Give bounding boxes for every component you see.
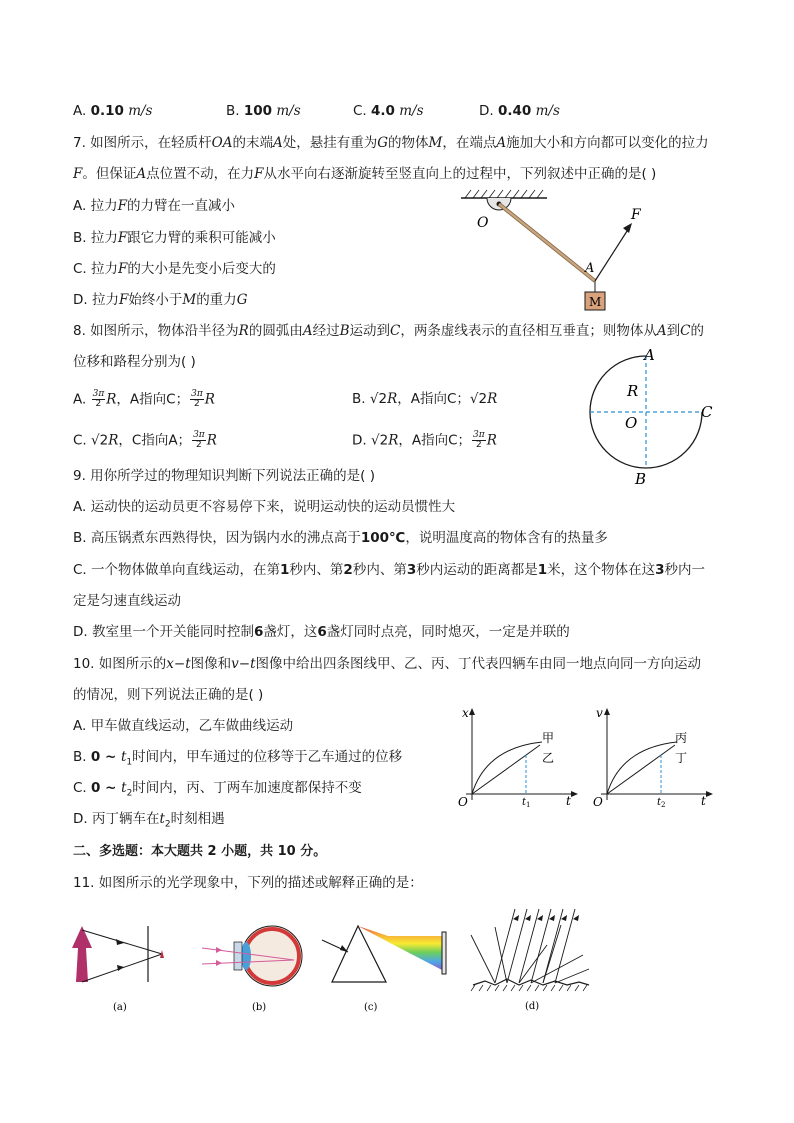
q7-option-a: A. 拉力F的力臂在一直减小: [73, 198, 235, 214]
label-O: O: [477, 215, 489, 231]
section-heading-multiple-choice: 二、多选题：本大题共 2 小题，共 10 分。: [73, 844, 327, 859]
q8-circle-figure: [585, 347, 720, 487]
q10-option-c: C. 0 ~ $t_2$时间内，丙、丁两车加速度都保持不变: [73, 780, 362, 799]
origin-label: O: [458, 795, 468, 809]
caption-b: (b): [252, 1002, 267, 1013]
ceiling-hatching: [465, 190, 543, 198]
x-axis-arrow: [706, 791, 713, 797]
q9-title: 9. 用你所学过的物理知识判断下列说法正确的是( ): [73, 468, 375, 484]
y-axis-arrow: [604, 708, 610, 715]
q7-option-d: D. 拉力F始终小于M的重力G: [73, 292, 248, 308]
lens: [241, 942, 251, 970]
force-arrowhead: [623, 223, 632, 233]
q9-option-a: A. 运动快的运动员更不容易停下来，说明运动快的运动员惯性大: [73, 499, 456, 515]
ray-arrow-1: [216, 947, 222, 953]
ray-arrowheads: [513, 915, 579, 921]
t2-label: $t_2$: [657, 797, 666, 809]
caption-a: (a): [113, 1002, 127, 1013]
label-R: R: [627, 382, 639, 400]
q10-vt-graph: [587, 702, 717, 812]
q11-figure-a: [68, 920, 173, 1015]
incident-arrow: [340, 945, 348, 952]
q10-stem-line1: 10. 如图所示的x−t图像和v−t图像中给出四条图线甲、乙、丙、丁代表四辆车由同一地点向同一方向运动: [73, 656, 701, 672]
label-A: A: [585, 261, 595, 276]
q6-option-d: D. 0.40 m/s: [479, 103, 560, 119]
q8-option-b: B. √2R，A指向C；√2R: [352, 391, 498, 407]
q10-option-a: A. 甲车做直线运动，乙车做曲线运动: [73, 718, 294, 734]
q8-stem-line1: 8. 如图所示，物体沿半径为R的圆弧由A经过B运动到C，两条虚线表示的直径相互垂直；则物体从A到C的: [73, 323, 704, 339]
y-axis-arrow: [469, 708, 475, 715]
t1-label: $t_1$: [522, 797, 531, 809]
q9-option-c-line2: 定是匀速直线运动: [73, 593, 181, 609]
q9-option-d: D. 教室里一个开关能同时控制6盏灯，这6盏灯同时点亮，同时熄灭，一定是并联的: [73, 624, 570, 640]
label-jia: 甲: [542, 731, 555, 745]
caption-d: (d): [525, 1001, 540, 1012]
q7-stem-line2: F。但保证A点位置不动，在力F从水平向右逐渐旋转至竖直向上的过程中，下列叙述中正确的是( ): [73, 166, 657, 182]
object-arrow: [72, 926, 92, 982]
q6-option-a: A. 0.10 m/s: [73, 103, 153, 119]
ray-arrow-2: [216, 960, 222, 966]
x-axis-label: t: [701, 794, 706, 808]
label-ding: 丁: [675, 751, 688, 765]
q9-option-b: B. 高压锅煮东西熟得快，因为锅内水的沸点高于100℃，说明温度高的物体含有的热量多: [73, 530, 608, 546]
y-axis-label: v: [596, 706, 603, 720]
label-A: A: [644, 347, 655, 364]
q8-option-a: A. $\frac{3\pi}{2}$ R，A指向C； $\frac{3\pi}{2}$ R: [73, 389, 215, 409]
q10-option-d: D. 丙丁辆车在$t_2$时刻相遇: [73, 811, 225, 830]
q6-option-b: B. 100 m/s: [226, 103, 301, 119]
q9-option-c-line1: C. 一个物体做单向直线运动，在第1秒内、第2秒内、第3秒内运动的距离都是1米，这个物体在这3秒内一: [73, 562, 706, 578]
q10-option-b: B. 0 ~ $t_1$时间内，甲车通过的位移等于乙车通过的位移: [73, 749, 403, 768]
reflected-rays: [471, 925, 589, 983]
q11-figure-b: [198, 920, 313, 1015]
incident-rays: [495, 909, 575, 983]
label-B: B: [635, 470, 647, 487]
q10-stem-line2: 的情况，则下列说法正确的是( ): [73, 687, 264, 703]
label-C: C: [701, 403, 713, 421]
surface-hatching: [471, 985, 587, 991]
q10-xt-graph: [452, 702, 582, 812]
label-O: O: [625, 414, 638, 432]
q8-option-c: C. √2R，C指向A； $\frac{3\pi}{2}$ R: [73, 430, 217, 450]
x-axis-label: t: [566, 794, 571, 808]
q11-figure-d: [465, 905, 595, 1015]
origin-label: O: [593, 795, 603, 809]
q11-title: 11. 如图所示的光学现象中，下列的描述或解释正确的是：: [73, 875, 423, 891]
label-F: F: [631, 207, 641, 223]
q7-option-b: B. 拉力F跟它力臂的乘积可能减小: [73, 230, 276, 246]
label-yi: 乙: [542, 751, 555, 765]
q8-option-d: D. √2R，A指向C； $\frac{3\pi}{2}$ R: [352, 430, 497, 450]
screen: [442, 932, 446, 974]
x-axis-arrow: [571, 791, 578, 797]
q6-option-c: C. 4.0 m/s: [353, 103, 424, 119]
q7-lever-figure: [455, 188, 655, 316]
q7-option-c: C. 拉力F的大小是先变小后变大的: [73, 261, 276, 277]
rod: [499, 204, 595, 281]
label-bing: 丙: [675, 731, 688, 745]
label-M: M: [589, 295, 602, 309]
q8-stem-line2: 位移和路程分别为( ): [73, 354, 196, 370]
force-line: [595, 228, 629, 281]
y-axis-label: x: [462, 706, 469, 720]
q7-stem-line1: 7. 如图所示，在轻质杆OA的末端A处，悬挂有重为G的物体M，在端点A施加大小和方向都可以变化的拉力: [73, 135, 709, 151]
cornea: [234, 942, 242, 970]
q11-figure-c: [320, 920, 455, 1015]
caption-c: (c): [364, 1002, 378, 1013]
